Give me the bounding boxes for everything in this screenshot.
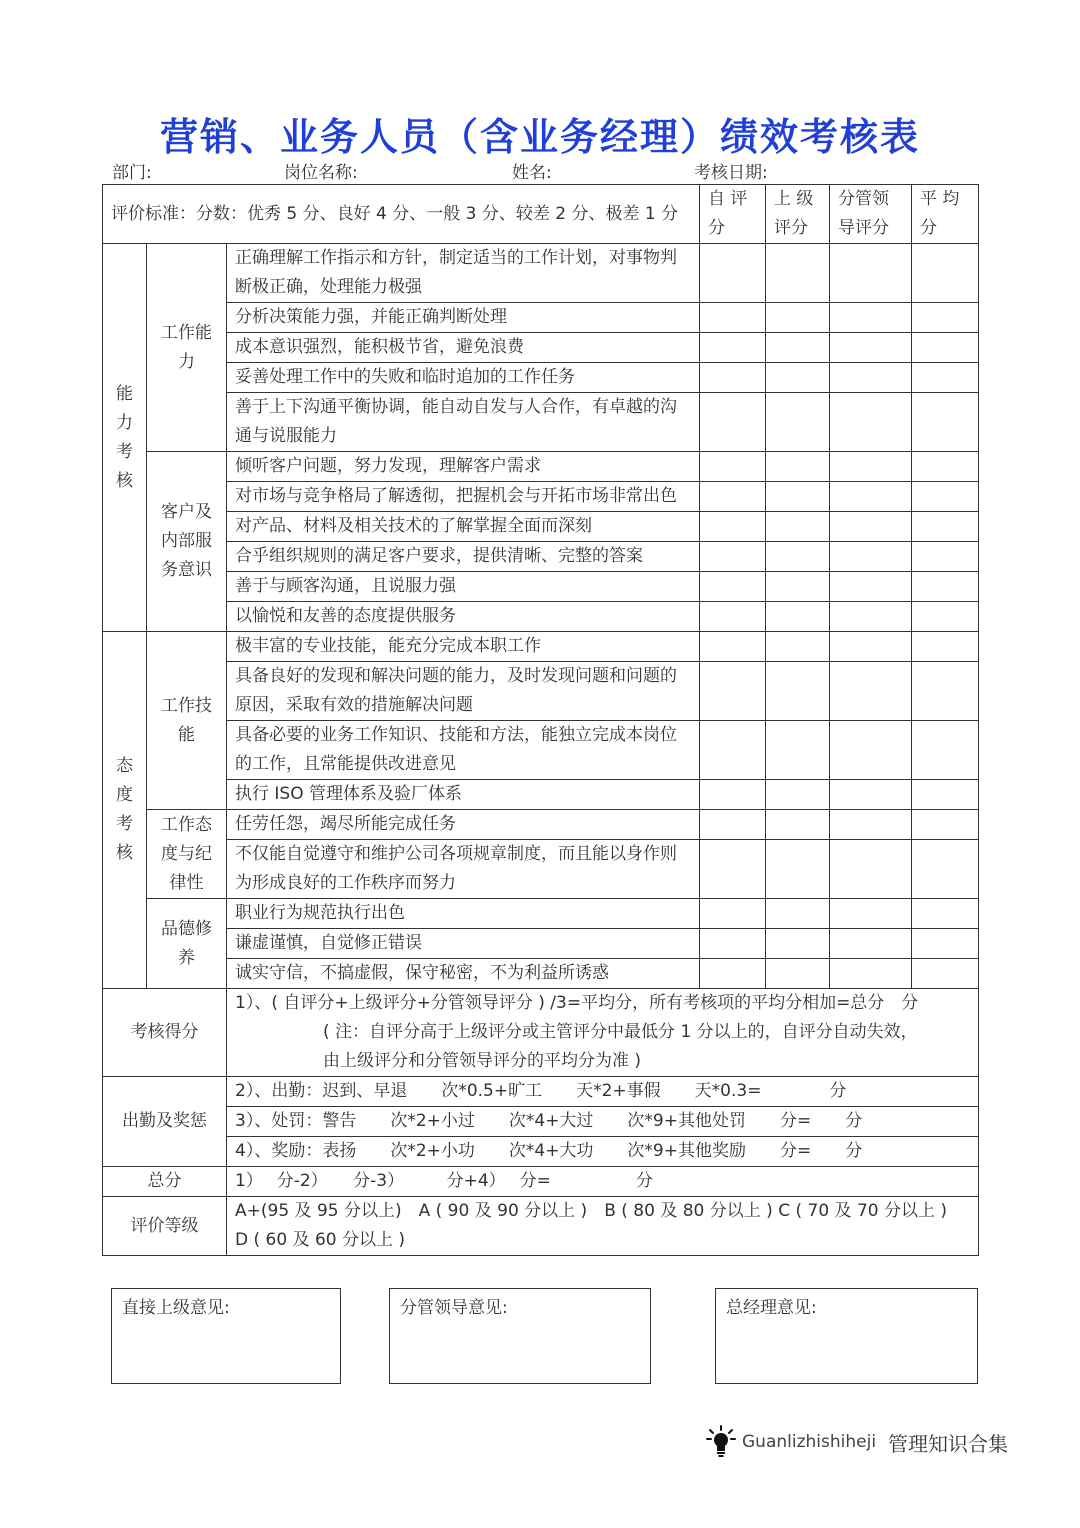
table-row	[103, 393, 979, 452]
self-score-cell[interactable]	[700, 721, 766, 780]
leader-score-cell[interactable]	[830, 303, 912, 333]
footer-brand	[706, 1424, 1008, 1460]
leader-score-cell[interactable]	[830, 452, 912, 482]
self-score-cell[interactable]	[700, 482, 766, 512]
leader-score-cell[interactable]	[830, 512, 912, 542]
attendance-label: 出勤及奖惩	[103, 1077, 227, 1167]
reward-row	[103, 1137, 979, 1167]
average-score-cell[interactable]	[912, 333, 979, 363]
leader-score-cell[interactable]	[830, 244, 912, 303]
superior-score-cell[interactable]	[766, 959, 830, 989]
leader-opinion-box[interactable]	[389, 1288, 651, 1384]
item-text: 具备必要的业务工作知识、技能和方法，能独立完成本岗位的工作，且常能提供改进意见	[227, 721, 700, 780]
item-text: 执行 ISO 管理体系及验厂体系	[227, 780, 700, 810]
average-score-cell[interactable]	[912, 602, 979, 632]
item-text: 谦虚谨慎，自觉修正错误	[227, 929, 700, 959]
average-score-cell[interactable]	[912, 512, 979, 542]
average-score-cell[interactable]	[912, 452, 979, 482]
superior-score-cell[interactable]	[766, 393, 830, 452]
item-text: 诚实守信，不搞虚假，保守秘密，不为利益所诱惑	[227, 959, 700, 989]
self-score-cell[interactable]	[700, 244, 766, 303]
table-row	[103, 721, 979, 780]
self-score-cell[interactable]	[700, 632, 766, 662]
superior-score-cell[interactable]	[766, 452, 830, 482]
attendance-row	[103, 1077, 979, 1107]
position-label: 岗位名称:	[284, 163, 358, 183]
item-text: 极丰富的专业技能，能充分完成本职工作	[227, 632, 700, 662]
table-row	[103, 333, 979, 363]
table-row	[103, 780, 979, 810]
header-row	[103, 185, 979, 244]
self-score-cell[interactable]	[700, 840, 766, 899]
group-work-attitude: 工作态度与纪律性	[147, 810, 227, 899]
leader-score-cell[interactable]	[830, 959, 912, 989]
score-line-1: 1）、( 自评分+上级评分+分管领导评分 ) /3=平均分，所有考核项的平均分相加=总分 分	[235, 993, 919, 1013]
superior-score-cell[interactable]	[766, 899, 830, 929]
total-row	[103, 1167, 979, 1197]
superior-score-cell[interactable]	[766, 244, 830, 303]
item-text: 任劳任怨，竭尽所能完成任务	[227, 810, 700, 840]
group-service: 客户及内部服务意识	[147, 452, 227, 632]
lightbulb-icon	[706, 1425, 736, 1459]
table-row	[103, 810, 979, 840]
self-score-cell[interactable]	[700, 393, 766, 452]
group-morality: 品德修养	[147, 899, 227, 989]
item-text: 善于与顾客沟通，且说服力强	[227, 572, 700, 602]
direct-superior-opinion-label: 直接上级意见:	[122, 1298, 230, 1318]
superior-score-cell[interactable]	[766, 512, 830, 542]
superior-score-cell[interactable]	[766, 363, 830, 393]
leader-score-header: 分管领导评分	[830, 185, 912, 244]
superior-score-cell[interactable]	[766, 721, 830, 780]
item-text: 成本意识强烈，能积极节省，避免浪费	[227, 333, 700, 363]
table-row	[103, 244, 979, 303]
item-text: 倾听客户问题，努力发现，理解客户需求	[227, 452, 700, 482]
leader-score-cell[interactable]	[830, 572, 912, 602]
grade-text	[227, 1197, 979, 1256]
item-text: 职业行为规范执行出色	[227, 899, 700, 929]
group-work-ability: 工作能力	[147, 244, 227, 452]
self-score-cell[interactable]	[700, 333, 766, 363]
item-text: 对市场与竞争格局了解透彻，把握机会与开拓市场非常出色	[227, 482, 700, 512]
self-score-header: 自 评 分	[700, 185, 766, 244]
grade-line-1: A+(95 及 95 分以上) A ( 90 及 90 分以上 ) B ( 80 及 80 分以上 ) C ( 70 及 70 分以上 )	[235, 1201, 948, 1221]
self-score-cell[interactable]	[700, 662, 766, 721]
table-row	[103, 303, 979, 333]
name-label: 姓名:	[512, 163, 552, 183]
leader-opinion-label: 分管领导意见:	[400, 1298, 508, 1318]
table-row	[103, 632, 979, 662]
leader-score-cell[interactable]	[830, 840, 912, 899]
total-label: 总分	[103, 1167, 227, 1197]
item-text: 正确理解工作指示和方针，制定适当的工作计划，对事物判断极正确，处理能力极强	[227, 244, 700, 303]
superior-score-cell[interactable]	[766, 780, 830, 810]
leader-score-cell[interactable]	[830, 482, 912, 512]
leader-score-cell[interactable]	[830, 632, 912, 662]
leader-score-cell[interactable]	[830, 393, 912, 452]
average-score-cell[interactable]	[912, 662, 979, 721]
gm-opinion-label: 总经理意见:	[726, 1298, 817, 1318]
average-score-cell[interactable]	[912, 780, 979, 810]
average-score-cell[interactable]	[912, 542, 979, 572]
superior-score-cell[interactable]	[766, 840, 830, 899]
table-row	[103, 482, 979, 512]
item-text: 善于上下沟通平衡协调，能自动自发与人合作，有卓越的沟通与说服能力	[227, 393, 700, 452]
page-title: 营销、业务人员（含业务经理）绩效考核表	[159, 115, 920, 159]
average-score-cell[interactable]	[912, 840, 979, 899]
table-row	[103, 840, 979, 899]
table-row	[103, 959, 979, 989]
table-row	[103, 929, 979, 959]
leader-score-cell[interactable]	[830, 810, 912, 840]
score-note-2: 由上级评分和分管领导评分的平均分为准 )	[323, 1051, 642, 1071]
leader-score-cell[interactable]	[830, 780, 912, 810]
self-score-cell[interactable]	[700, 810, 766, 840]
superior-score-cell[interactable]	[766, 632, 830, 662]
superior-score-cell[interactable]	[766, 929, 830, 959]
average-score-cell[interactable]	[912, 303, 979, 333]
superior-score-header: 上 级 评分	[766, 185, 830, 244]
section-attitude: 态度考核	[103, 632, 147, 989]
score-note-1: ( 注：自评分高于上级评分或主管评分中最低分 1 分以上的，自评分自动失效，	[323, 1022, 918, 1042]
self-score-cell[interactable]	[700, 512, 766, 542]
leader-score-cell[interactable]	[830, 721, 912, 780]
table-row	[103, 662, 979, 721]
average-score-cell[interactable]	[912, 244, 979, 303]
leader-score-cell[interactable]	[830, 542, 912, 572]
average-score-cell[interactable]	[912, 929, 979, 959]
average-score-cell[interactable]	[912, 632, 979, 662]
table-row	[103, 572, 979, 602]
footer-brand-cn: 管理知识合集	[888, 1431, 1009, 1456]
superior-score-cell[interactable]	[766, 572, 830, 602]
self-score-cell[interactable]	[700, 542, 766, 572]
gm-opinion-box[interactable]	[715, 1288, 978, 1384]
group-work-skill: 工作技能	[147, 632, 227, 810]
self-score-cell[interactable]	[700, 929, 766, 959]
penalty-line: 3）、处罚：警告 次*2+小过 次*4+大过 次*9+其他处罚 分= 分	[227, 1107, 979, 1137]
grade-row	[103, 1197, 979, 1256]
item-text: 对产品、材料及相关技术的了解掌握全面而深刻	[227, 512, 700, 542]
item-text: 合乎组织规则的满足客户要求，提供清晰、完整的答案	[227, 542, 700, 572]
average-score-cell[interactable]	[912, 572, 979, 602]
average-score-cell[interactable]	[912, 482, 979, 512]
criteria-header: 评价标准：分数：优秀 5 分、良好 4 分、一般 3 分、较差 2 分、极差 1 分	[103, 185, 700, 244]
dept-label: 部门:	[112, 163, 152, 183]
average-score-header: 平 均 分	[912, 185, 979, 244]
penalty-row	[103, 1107, 979, 1137]
score-label: 考核得分	[103, 989, 227, 1077]
superior-score-cell[interactable]	[766, 333, 830, 363]
table-row	[103, 452, 979, 482]
self-score-cell[interactable]	[700, 572, 766, 602]
superior-score-cell[interactable]	[766, 482, 830, 512]
superior-score-cell[interactable]	[766, 810, 830, 840]
self-score-cell[interactable]	[700, 780, 766, 810]
self-score-cell[interactable]	[700, 899, 766, 929]
leader-score-cell[interactable]	[830, 333, 912, 363]
item-text: 妥善处理工作中的失败和临时追加的工作任务	[227, 363, 700, 393]
average-score-cell[interactable]	[912, 393, 979, 452]
self-score-cell[interactable]	[700, 363, 766, 393]
table-row	[103, 899, 979, 929]
table-row	[103, 363, 979, 393]
average-score-cell[interactable]	[912, 721, 979, 780]
superior-score-cell[interactable]	[766, 542, 830, 572]
leader-score-cell[interactable]	[830, 602, 912, 632]
footer-brand-en: Guanlizhishiheji	[742, 1432, 877, 1452]
average-score-cell[interactable]	[912, 959, 979, 989]
direct-superior-opinion-box[interactable]	[111, 1288, 341, 1384]
self-score-cell[interactable]	[700, 452, 766, 482]
appraisal-table	[102, 184, 979, 1256]
table-row	[103, 512, 979, 542]
date-label: 考核日期:	[694, 163, 768, 183]
item-text: 以愉悦和友善的态度提供服务	[227, 602, 700, 632]
grade-line-2: D ( 60 及 60 分以上 )	[235, 1230, 406, 1250]
total-formula: 1） 分-2） 分-3） 分+4） 分= 分	[227, 1167, 979, 1197]
leader-score-cell[interactable]	[830, 662, 912, 721]
self-score-cell[interactable]	[700, 303, 766, 333]
leader-score-cell[interactable]	[830, 363, 912, 393]
self-score-cell[interactable]	[700, 602, 766, 632]
superior-score-cell[interactable]	[766, 602, 830, 632]
average-score-cell[interactable]	[912, 899, 979, 929]
item-text: 不仅能自觉遵守和维护公司各项规章制度，而且能以身作则为形成良好的工作秩序而努力	[227, 840, 700, 899]
superior-score-cell[interactable]	[766, 303, 830, 333]
self-score-cell[interactable]	[700, 959, 766, 989]
item-text: 分析决策能力强，并能正确判断处理	[227, 303, 700, 333]
average-score-cell[interactable]	[912, 810, 979, 840]
score-row	[103, 989, 979, 1077]
table-row	[103, 542, 979, 572]
leader-score-cell[interactable]	[830, 899, 912, 929]
score-formula	[227, 989, 979, 1077]
item-text: 具备良好的发现和解决问题的能力，及时发现问题和问题的原因，采取有效的措施解决问题	[227, 662, 700, 721]
superior-score-cell[interactable]	[766, 662, 830, 721]
average-score-cell[interactable]	[912, 363, 979, 393]
grade-label: 评价等级	[103, 1197, 227, 1256]
leader-score-cell[interactable]	[830, 929, 912, 959]
reward-line: 4）、奖励：表扬 次*2+小功 次*4+大功 次*9+其他奖励 分= 分	[227, 1137, 979, 1167]
table-row	[103, 602, 979, 632]
attendance-line: 2）、出勤：迟到、早退 次*0.5+旷工 天*2+事假 天*0.3= 分	[227, 1077, 979, 1107]
section-ability: 能力考核	[103, 244, 147, 632]
